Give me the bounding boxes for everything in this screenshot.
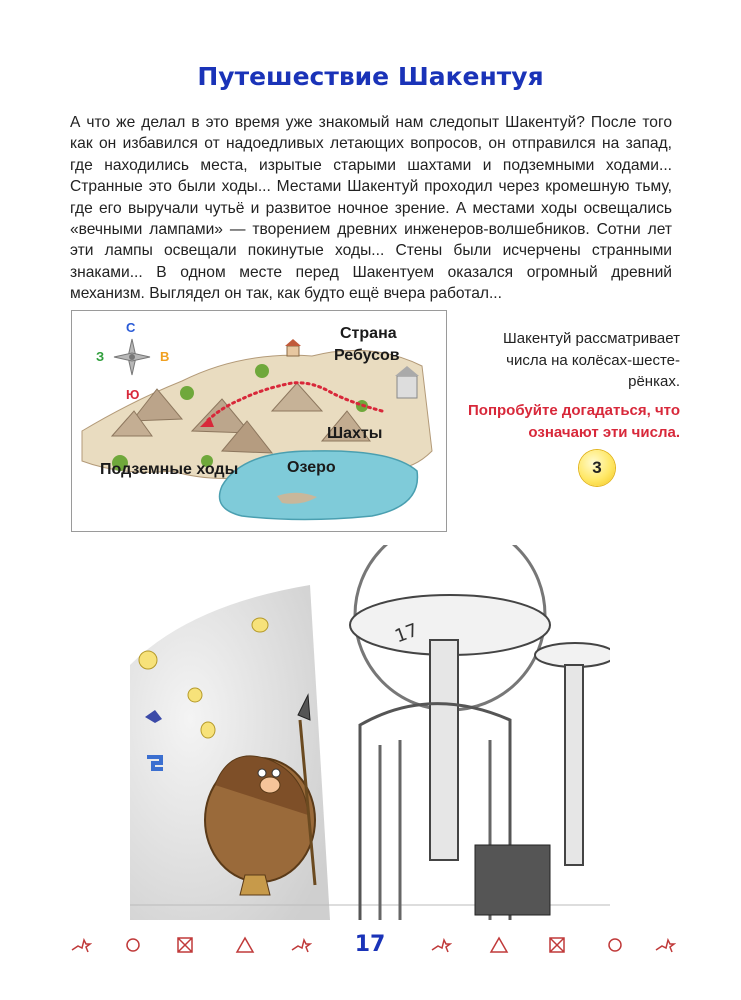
bird-glyph-icon	[430, 934, 452, 956]
map-label-mines: Шахты	[327, 425, 383, 442]
map-label-country-1: Страна	[340, 325, 397, 342]
bird-glyph-icon	[654, 934, 676, 956]
body-paragraph: А что же делал в это время уже знакомый нам следопыт Шакентуй? После того как он избавился от надоедливых летающих вопросов, он отправился на запад, где находились места, изрытые старыми шахтами и подземными ходами... Странные это были ходы... Местами Шакентуй проходил через кромешную тьму, где его выручали чутьё и развитое ночное зрение. А местами ходы освещались «вечными лампами» — творением древних инженеров-волшебников. Сотни лет эти лампы освещали покинутые ходы... Стены были исчерчены странными знаками... В одном месте перед Шакентуем оказался огромный древний механизм. Выглядел он так, как будто ещё вчера работал...	[70, 114, 672, 303]
sidebar-task: Попробуйте догадаться, что означают эти числа.	[468, 402, 680, 441]
task-number-badge: 3	[579, 450, 615, 486]
map-label-lake: Озеро	[287, 459, 336, 476]
triangle-glyph-icon	[234, 934, 256, 956]
compass-rose	[114, 339, 150, 375]
sidebar-caption: Шакентуй рассматривает числа на колёсах-шесте-рёнках.	[503, 330, 680, 390]
compass-east: В	[160, 349, 170, 364]
bird-glyph-icon	[70, 934, 92, 956]
compass-west: З	[96, 349, 105, 364]
triangle-glyph-icon	[488, 934, 510, 956]
main-illustration	[130, 545, 610, 920]
map-frame	[71, 310, 447, 532]
circle-glyph-icon	[604, 934, 626, 956]
bird-glyph-icon	[290, 934, 312, 956]
map-label-underground: Подземные ходы	[100, 461, 239, 478]
page-title: Путешествие Шакентуя	[197, 62, 544, 91]
gear-number: 17	[392, 619, 421, 648]
page-number: 17	[354, 932, 386, 957]
compass-south: Ю	[126, 387, 140, 402]
map-illustration	[72, 311, 446, 531]
cross-box-glyph-icon	[546, 934, 568, 956]
circle-glyph-icon	[122, 934, 144, 956]
compass-north: С	[126, 320, 136, 335]
map-label-country-2: Ребусов	[334, 347, 400, 364]
cross-box-glyph-icon	[174, 934, 196, 956]
